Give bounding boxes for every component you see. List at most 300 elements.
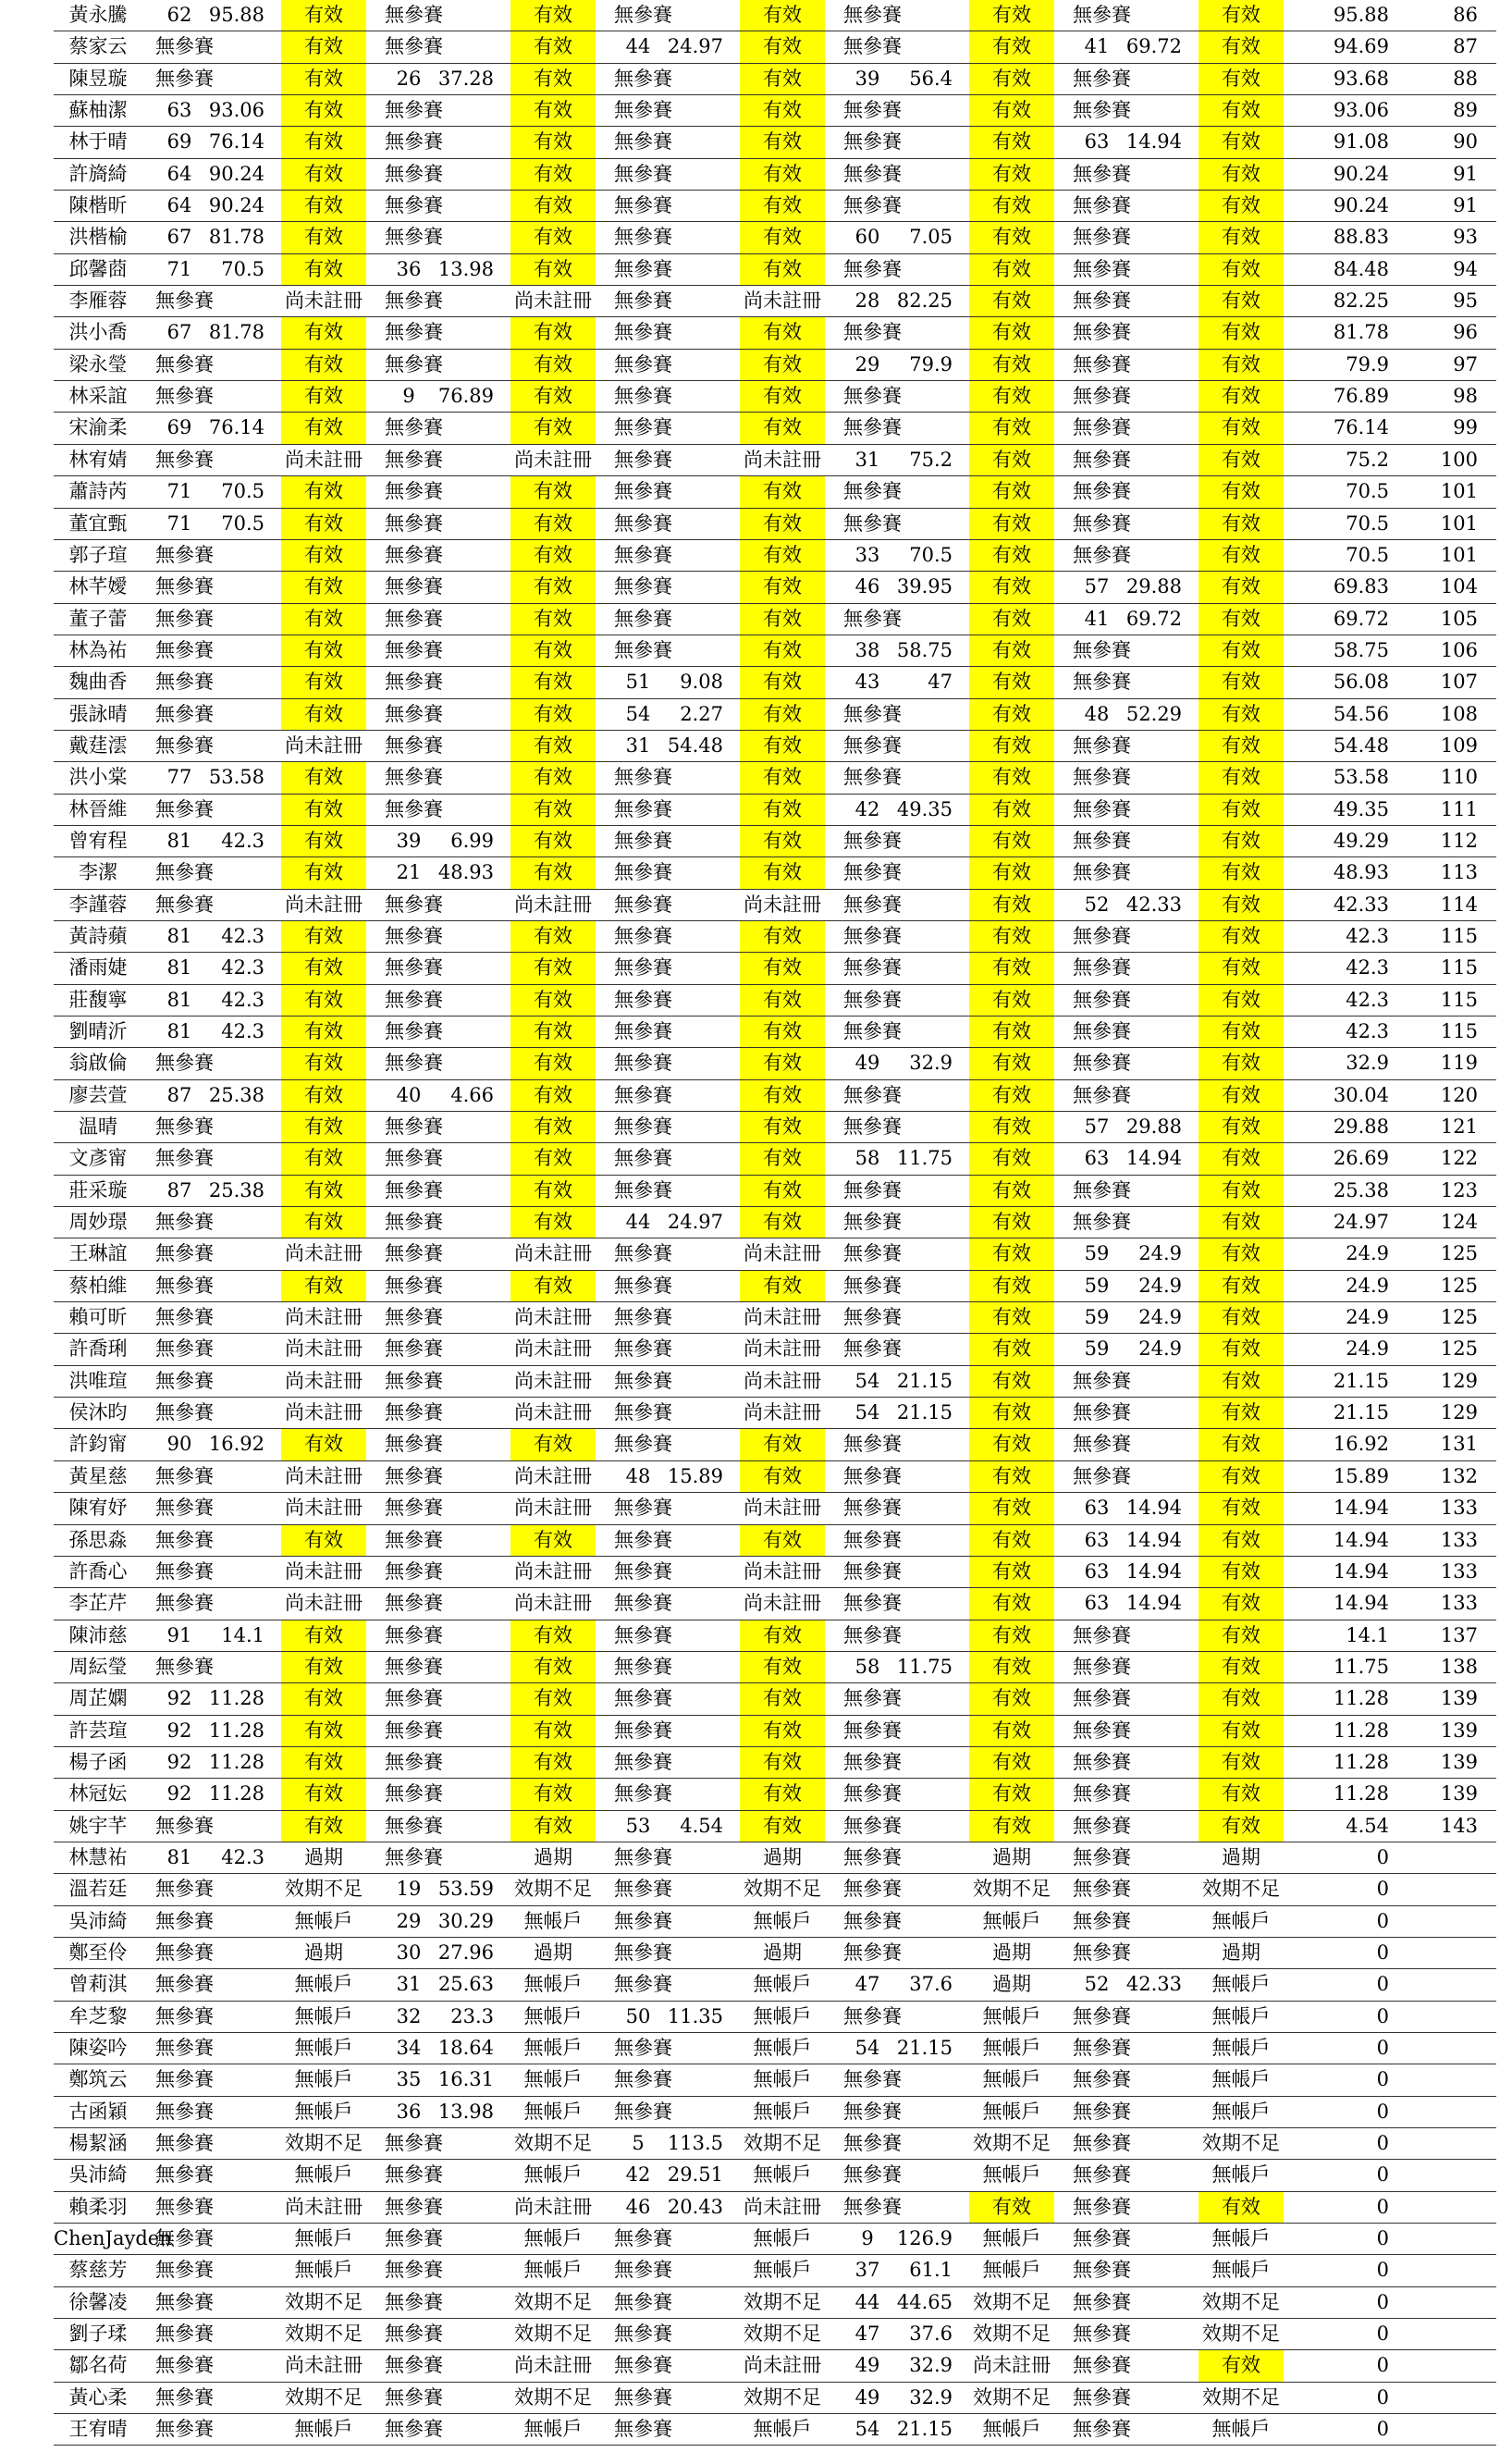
event-4-rank: 33 [854, 543, 880, 566]
event-3-status: 有效 [740, 159, 825, 190]
event-5-status: 有效 [1199, 31, 1284, 62]
event-1-points [203, 2414, 264, 2445]
event-2-rank: 無參賽 [385, 35, 443, 58]
event-4-status: 有效 [969, 159, 1054, 190]
event-5-status: 有效 [1199, 1271, 1284, 1301]
player-name: 陳楷昕 [68, 194, 128, 217]
event-5-rank: 無參賽 [1073, 797, 1131, 820]
event-5-rank: 無參賽 [1073, 1211, 1131, 1234]
event-2-rank: 無參賽 [385, 2385, 443, 2409]
total-points: 75.2 [1346, 448, 1389, 471]
event-3-rank: 無參賽 [614, 2354, 672, 2377]
event-5-points [1121, 667, 1182, 697]
event-2-points [433, 2192, 494, 2223]
event-3-status: 尚未註冊 [744, 290, 821, 313]
event-1-points [203, 667, 264, 697]
event-1-rank: 無參賽 [155, 352, 214, 376]
event-5-rank: 無參賽 [1073, 1719, 1131, 1742]
event-3-rank: 無參賽 [614, 1147, 672, 1170]
event-1-rank: 69 [166, 130, 192, 154]
event-3-rank: 5 [632, 2132, 645, 2155]
event-1-rank: 無參賽 [155, 1814, 214, 1837]
event-1-points [203, 572, 264, 602]
event-5-status: 有效 [1199, 540, 1284, 571]
event-5-rank: 無參賽 [1073, 638, 1131, 661]
event-1-status: 有效 [281, 572, 366, 602]
player-name: 戴莛澐 [68, 733, 128, 757]
player-name: 林晉維 [68, 797, 128, 820]
player-name: 蔡慈芳 [68, 2259, 128, 2282]
event-5-rank: 無參賽 [1073, 1878, 1131, 1901]
event-3-rank: 無參賽 [614, 607, 672, 630]
total-points: 49.35 [1333, 797, 1389, 820]
event-3-rank: 無參賽 [614, 2418, 672, 2441]
event-2-points [433, 2319, 494, 2349]
event-3-points [662, 795, 723, 825]
total-points: 53.58 [1333, 766, 1389, 789]
event-5-rank: 52 [1084, 893, 1110, 916]
event-2-rank: 無參賽 [385, 1433, 443, 1456]
table-row [54, 350, 1496, 381]
event-5-rank: 無參賽 [1073, 2354, 1131, 2377]
player-name: 溫若廷 [68, 1878, 128, 1901]
event-1-rank: 62 [166, 4, 192, 26]
event-2-rank: 無參賽 [385, 766, 443, 789]
event-2-status: 有效 [510, 1143, 596, 1174]
total-points: 15.89 [1333, 1464, 1389, 1487]
player-name: 林采誼 [68, 385, 128, 408]
event-4-rank: 無參賽 [843, 2132, 902, 2155]
total-points: 84.48 [1333, 257, 1389, 280]
overall-rank: 96 [1453, 321, 1478, 344]
event-3-points [662, 1366, 723, 1397]
event-2-status: 尚未註冊 [514, 2195, 592, 2218]
event-5-rank: 59 [1084, 1274, 1110, 1297]
table-row [54, 2002, 1496, 2033]
event-5-status: 有效 [1199, 350, 1284, 380]
table-row [54, 1938, 1496, 1969]
event-3-rank: 無參賽 [614, 2100, 672, 2123]
event-1-points [203, 1366, 264, 1397]
player-name: 鄭筑云 [68, 2068, 128, 2091]
event-1-status: 有效 [281, 1525, 366, 1556]
event-1-status: 尚未註冊 [285, 1497, 363, 1520]
event-4-status: 有效 [969, 0, 1054, 31]
event-2-status: 有效 [510, 985, 596, 1016]
player-name: 潘雨婕 [68, 956, 128, 980]
event-1-points: 11.28 [208, 1687, 264, 1710]
event-5-points: 69.72 [1125, 35, 1182, 58]
event-4-points [891, 95, 953, 126]
overall-rank [1422, 2097, 1478, 2127]
event-4-points: 75.2 [909, 448, 953, 471]
event-2-rank: 無參賽 [385, 1464, 443, 1487]
event-1-points [203, 2224, 264, 2254]
player-name: 梁永瑩 [68, 352, 128, 376]
player-name: 蔡柏維 [68, 1274, 128, 1297]
event-4-points [891, 890, 953, 920]
event-4-points [891, 1271, 953, 1301]
event-2-points: 37.28 [437, 67, 494, 90]
total-points: 76.14 [1333, 416, 1389, 439]
event-4-status: 有效 [969, 731, 1054, 761]
total-points: 14.94 [1333, 1592, 1389, 1615]
event-3-rank: 無參賽 [614, 893, 672, 916]
event-4-status: 有效 [969, 1747, 1054, 1778]
event-2-points: 4.66 [450, 1083, 494, 1106]
event-4-points [891, 1429, 953, 1460]
overall-rank [1422, 2192, 1478, 2223]
event-1-status: 有效 [281, 1620, 366, 1651]
player-name: 牟芝黎 [68, 2004, 128, 2027]
event-5-points [1121, 1461, 1182, 1492]
event-1-rank: 無參賽 [155, 1147, 214, 1170]
event-1-status: 尚未註冊 [285, 1337, 363, 1361]
event-1-points: 14.1 [221, 1623, 264, 1646]
event-5-points [1121, 0, 1182, 31]
event-2-rank: 無參賽 [385, 1306, 443, 1329]
overall-rank: 113 [1440, 861, 1478, 884]
event-1-points: 25.38 [208, 1178, 264, 1201]
event-2-points [433, 31, 494, 62]
player-name: 莊馥寧 [68, 988, 128, 1011]
event-5-points [1121, 1398, 1182, 1428]
event-2-points [433, 2350, 494, 2381]
event-2-status: 無帳戶 [523, 2037, 583, 2059]
event-4-points [891, 985, 953, 1016]
event-4-status: 有效 [969, 1238, 1054, 1269]
player-name: 許芸瑄 [68, 1719, 128, 1742]
event-4-rank: 31 [854, 448, 880, 471]
overall-rank: 106 [1440, 638, 1478, 661]
event-3-points [662, 572, 723, 602]
total-points: 32.9 [1346, 1052, 1389, 1075]
event-5-points [1121, 2287, 1182, 2318]
event-4-points [891, 1080, 953, 1111]
event-3-rank: 無參賽 [614, 194, 672, 217]
event-3-points: 11.35 [667, 2004, 723, 2027]
event-5-rank: 52 [1084, 1973, 1110, 1996]
event-2-rank: 無參賽 [385, 1497, 443, 1520]
event-1-status: 無帳戶 [294, 2004, 353, 2027]
event-4-rank: 無參賽 [843, 988, 902, 1011]
event-5-points [1121, 762, 1182, 793]
event-1-points [203, 635, 264, 666]
event-2-points [433, 572, 494, 602]
overall-rank: 133 [1440, 1559, 1478, 1583]
event-2-status: 有效 [510, 1525, 596, 1556]
player-name: 黃星慈 [68, 1464, 128, 1487]
event-5-points [1121, 1842, 1182, 1873]
table-row [54, 1811, 1496, 1842]
event-2-rank: 19 [396, 1878, 422, 1901]
event-4-status: 有效 [969, 572, 1054, 602]
event-2-points [433, 222, 494, 253]
player-name: 郭子瑄 [68, 543, 128, 566]
event-2-status: 有效 [510, 127, 596, 157]
event-3-rank: 無參賽 [614, 321, 672, 344]
event-3-points [662, 2255, 723, 2286]
table-row [54, 921, 1496, 953]
event-3-status: 尚未註冊 [744, 2354, 821, 2377]
event-3-rank: 無參賽 [614, 924, 672, 947]
total-points: 70.5 [1346, 511, 1389, 535]
overall-rank [1422, 1938, 1478, 1968]
event-3-rank: 無參賽 [614, 1719, 672, 1742]
total-points: 93.68 [1333, 67, 1389, 90]
table-row [54, 1238, 1496, 1270]
event-5-points [1121, 1017, 1182, 1047]
event-4-rank: 無參賽 [843, 1941, 902, 1964]
event-3-status: 有效 [740, 127, 825, 157]
total-points: 25.38 [1333, 1178, 1389, 1201]
event-1-points: 11.28 [208, 1750, 264, 1773]
event-5-points [1121, 64, 1182, 94]
event-2-status: 有效 [510, 1747, 596, 1778]
table-row [54, 635, 1496, 667]
table-row [54, 2160, 1496, 2191]
event-2-points [433, 762, 494, 793]
total-points: 24.9 [1346, 1337, 1389, 1361]
event-1-status: 尚未註冊 [285, 2195, 363, 2218]
event-1-rank: 無參賽 [155, 1306, 214, 1329]
event-2-rank: 無參賽 [385, 2132, 443, 2155]
event-1-status: 有效 [281, 64, 366, 94]
event-3-rank: 無參賽 [614, 2259, 672, 2282]
event-5-rank: 48 [1084, 702, 1110, 725]
total-points: 42.3 [1346, 924, 1389, 947]
event-2-points [433, 890, 494, 920]
event-3-rank: 無參賽 [614, 1306, 672, 1329]
event-5-status: 有效 [1199, 731, 1284, 761]
event-1-rank: 81 [166, 988, 192, 1011]
event-2-points [433, 1779, 494, 1809]
event-3-rank: 無參賽 [614, 2323, 672, 2346]
event-4-rank: 43 [854, 671, 880, 694]
event-2-points [433, 1747, 494, 1778]
event-3-points [662, 2383, 723, 2413]
total-points: 54.56 [1333, 702, 1389, 725]
event-4-points: 49.35 [896, 797, 953, 820]
event-2-rank: 無參賽 [385, 956, 443, 980]
event-3-rank: 44 [625, 35, 651, 58]
overall-rank: 122 [1440, 1147, 1478, 1170]
event-1-points [203, 1588, 264, 1619]
event-4-status: 有效 [969, 1620, 1054, 1651]
event-2-status: 有效 [510, 1176, 596, 1206]
event-4-points [891, 1906, 953, 1937]
total-points: 29.88 [1333, 1115, 1389, 1139]
total-points: 42.33 [1333, 893, 1389, 916]
overall-rank: 125 [1440, 1337, 1478, 1361]
event-4-points: 70.5 [909, 543, 953, 566]
event-3-points [662, 1080, 723, 1111]
overall-rank: 123 [1440, 1178, 1478, 1201]
total-points: 82.25 [1333, 290, 1389, 313]
event-4-status: 有效 [969, 413, 1054, 443]
event-2-points [433, 1557, 494, 1587]
event-5-status: 有效 [1199, 1747, 1284, 1778]
event-5-status: 有效 [1199, 604, 1284, 635]
event-3-status: 有效 [740, 667, 825, 697]
overall-rank: 125 [1440, 1274, 1478, 1297]
event-3-status: 有效 [740, 1176, 825, 1206]
event-5-status: 無帳戶 [1211, 2004, 1271, 2027]
event-3-points [662, 1017, 723, 1047]
total-points: 70.5 [1346, 480, 1389, 503]
event-5-status: 有效 [1199, 1334, 1284, 1364]
total-points: 94.69 [1333, 35, 1389, 58]
event-2-rank: 無參賽 [385, 1687, 443, 1710]
table-row [54, 1716, 1496, 1747]
event-2-rank: 無參賽 [385, 2227, 443, 2250]
table-row [54, 1842, 1496, 1874]
event-2-rank: 35 [396, 2068, 422, 2091]
event-2-status: 無帳戶 [523, 2004, 583, 2027]
table-row [54, 2255, 1496, 2286]
event-4-points: 11.75 [896, 1655, 953, 1678]
total-points: 0 [1376, 2195, 1389, 2218]
event-2-rank: 9 [402, 385, 415, 408]
table-row [54, 1366, 1496, 1398]
event-1-rank: 無參賽 [155, 2163, 214, 2187]
event-1-points [203, 445, 264, 475]
table-row [54, 953, 1496, 984]
event-4-rank: 無參賽 [843, 2195, 902, 2218]
event-2-points: 18.64 [437, 2037, 494, 2059]
event-3-rank: 54 [625, 702, 651, 725]
event-1-points [203, 1334, 264, 1364]
event-1-status: 尚未註冊 [285, 1242, 363, 1265]
event-4-rank: 42 [854, 797, 880, 820]
event-1-status: 效期不足 [285, 1878, 363, 1901]
event-2-rank: 無參賽 [385, 1369, 443, 1392]
event-2-rank: 無參賽 [385, 1845, 443, 1868]
event-3-status: 有效 [740, 64, 825, 94]
table-row [54, 509, 1496, 540]
event-5-status: 有效 [1199, 1557, 1284, 1587]
event-2-points [433, 604, 494, 635]
event-5-status: 有效 [1199, 953, 1284, 983]
event-3-rank: 無參賽 [614, 2068, 672, 2091]
event-2-rank: 無參賽 [385, 1750, 443, 1773]
event-2-status: 有效 [510, 1620, 596, 1651]
event-4-points [891, 1683, 953, 1714]
event-4-status: 有效 [969, 1207, 1054, 1238]
event-1-status: 有效 [281, 635, 366, 666]
event-2-points [433, 1334, 494, 1364]
event-5-status: 有效 [1199, 413, 1284, 443]
event-2-points [433, 95, 494, 126]
overall-rank: 119 [1440, 1052, 1478, 1075]
event-4-rank: 無參賽 [843, 1559, 902, 1583]
event-5-rank: 無參賽 [1073, 956, 1131, 980]
event-5-points [1121, 2224, 1182, 2254]
event-3-points [662, 95, 723, 126]
event-5-status: 有效 [1199, 222, 1284, 253]
event-3-status: 有效 [740, 0, 825, 31]
event-4-points [891, 1811, 953, 1842]
event-3-rank: 無參賽 [614, 1433, 672, 1456]
event-5-status: 無帳戶 [1211, 2037, 1271, 2059]
event-5-rank: 無參賽 [1073, 2068, 1131, 2091]
event-4-status: 過期 [992, 1941, 1031, 1964]
event-3-status: 有效 [740, 1017, 825, 1047]
event-1-rank: 91 [166, 1623, 192, 1646]
event-5-rank: 無參賽 [1073, 194, 1131, 217]
event-2-points [433, 191, 494, 221]
event-1-status: 尚未註冊 [285, 1369, 363, 1392]
table-row [54, 985, 1496, 1017]
event-2-status: 效期不足 [514, 2385, 592, 2409]
total-points: 11.28 [1333, 1750, 1389, 1773]
event-3-points [662, 2414, 723, 2445]
event-1-points [203, 2033, 264, 2064]
event-4-rank: 無參賽 [843, 2004, 902, 2027]
event-1-points: 76.14 [208, 416, 264, 439]
event-2-status: 有效 [510, 1652, 596, 1682]
event-5-rank: 無參賽 [1073, 1369, 1131, 1392]
event-3-status: 有效 [740, 540, 825, 571]
event-2-status: 有效 [510, 762, 596, 793]
event-1-rank: 無參賽 [155, 2068, 214, 2091]
event-2-points: 76.89 [437, 385, 494, 408]
event-5-status: 有效 [1199, 1176, 1284, 1206]
player-name: 林冠妘 [68, 1782, 128, 1805]
event-2-points [433, 1238, 494, 1269]
event-3-rank: 無參賽 [614, 1845, 672, 1868]
event-2-status: 有效 [510, 1207, 596, 1238]
event-1-rank: 67 [166, 226, 192, 249]
event-5-rank: 無參賽 [1073, 257, 1131, 280]
overall-rank: 88 [1453, 67, 1478, 90]
event-2-status: 有效 [510, 1271, 596, 1301]
event-1-rank: 92 [166, 1750, 192, 1773]
event-5-points [1121, 1779, 1182, 1809]
event-3-status: 無帳戶 [753, 2418, 812, 2441]
event-1-rank: 無參賽 [155, 543, 214, 566]
table-row [54, 572, 1496, 603]
player-name: 李潔 [79, 861, 117, 884]
event-4-rank: 無參賽 [843, 2100, 902, 2123]
event-1-rank: 無參賽 [155, 1655, 214, 1678]
total-points: 76.89 [1333, 385, 1389, 408]
event-5-status: 有效 [1199, 985, 1284, 1016]
event-5-rank: 無參賽 [1073, 1814, 1131, 1837]
event-1-rank: 無參賽 [155, 2004, 214, 2027]
total-points: 14.94 [1333, 1528, 1389, 1551]
table-row [54, 1874, 1496, 1905]
event-4-status: 有效 [969, 1429, 1054, 1460]
event-5-status: 有效 [1199, 1461, 1284, 1492]
event-3-rank: 無參賽 [614, 956, 672, 980]
event-5-rank: 無參賽 [1073, 2163, 1131, 2187]
event-5-status: 有效 [1199, 254, 1284, 285]
event-5-status: 效期不足 [1202, 1878, 1280, 1901]
event-4-rank: 無參賽 [843, 893, 902, 916]
event-3-status: 效期不足 [744, 1878, 821, 1901]
event-3-status: 有效 [740, 317, 825, 348]
event-3-status: 有效 [740, 1271, 825, 1301]
event-2-points [433, 159, 494, 190]
overall-rank: 86 [1453, 4, 1478, 26]
event-3-status: 無帳戶 [753, 1973, 812, 1996]
event-2-points [433, 127, 494, 157]
event-2-rank: 30 [396, 1941, 422, 1964]
event-3-points [662, 1683, 723, 1714]
event-4-points [891, 1461, 953, 1492]
event-1-rank: 無參賽 [155, 1878, 214, 1901]
